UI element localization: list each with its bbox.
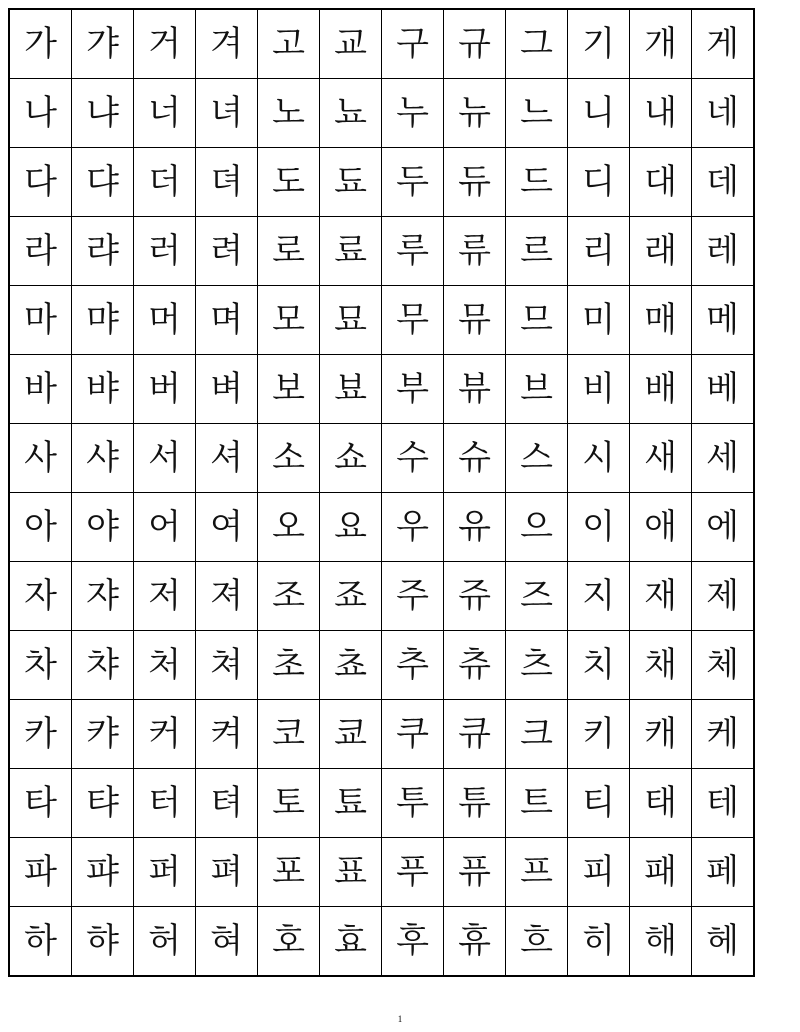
- syllable-cell: 키: [568, 700, 630, 769]
- syllable-cell: 야: [72, 493, 134, 562]
- syllable-cell: 체: [692, 631, 755, 700]
- table-row: [9, 562, 754, 631]
- syllable-cell: 채: [630, 631, 692, 700]
- syllable-cell: 쟈: [72, 562, 134, 631]
- syllable-cell: 쳐: [196, 631, 258, 700]
- syllable-cell: 가: [9, 9, 72, 79]
- syllable-cell: 피: [568, 838, 630, 907]
- syllable-cell: 해: [630, 907, 692, 977]
- syllable-cell: 뉴: [444, 79, 506, 148]
- table-row: [9, 9, 754, 79]
- syllable-cell: 며: [196, 286, 258, 355]
- hangul-syllable-table: [8, 8, 755, 977]
- table-row: [9, 838, 754, 907]
- syllable-cell: 햐: [72, 907, 134, 977]
- syllable-cell: 도: [258, 148, 320, 217]
- syllable-cell: 코: [258, 700, 320, 769]
- syllable-cell: 캐: [630, 700, 692, 769]
- syllable-cell: 차: [9, 631, 72, 700]
- syllable-cell: 라: [9, 217, 72, 286]
- syllable-cell: 허: [134, 907, 196, 977]
- syllable-cell: 퓨: [444, 838, 506, 907]
- syllable-cell: 내: [630, 79, 692, 148]
- syllable-cell: 녀: [196, 79, 258, 148]
- syllable-cell: 태: [630, 769, 692, 838]
- syllable-cell: 바: [9, 355, 72, 424]
- syllable-cell: 투: [382, 769, 444, 838]
- syllable-cell: 레: [692, 217, 755, 286]
- syllable-cell: 애: [630, 493, 692, 562]
- syllable-cell: 브: [506, 355, 568, 424]
- syllable-cell: 됴: [320, 148, 382, 217]
- syllable-cell: 푸: [382, 838, 444, 907]
- syllable-cell: 져: [196, 562, 258, 631]
- syllable-cell: 퍼: [134, 838, 196, 907]
- syllable-cell: 쥬: [444, 562, 506, 631]
- syllable-cell: 탸: [72, 769, 134, 838]
- syllable-cell: 지: [568, 562, 630, 631]
- syllable-cell: 터: [134, 769, 196, 838]
- syllable-cell: 마: [9, 286, 72, 355]
- syllable-cell: 커: [134, 700, 196, 769]
- syllable-cell: 초: [258, 631, 320, 700]
- syllable-cell: 네: [692, 79, 755, 148]
- syllable-cell: 오: [258, 493, 320, 562]
- syllable-cell: 조: [258, 562, 320, 631]
- syllable-cell: 티: [568, 769, 630, 838]
- syllable-cell: 뇨: [320, 79, 382, 148]
- syllable-cell: 펴: [196, 838, 258, 907]
- syllable-cell: 이: [568, 493, 630, 562]
- syllable-cell: 느: [506, 79, 568, 148]
- syllable-cell: 뵤: [320, 355, 382, 424]
- syllable-cell: 너: [134, 79, 196, 148]
- syllable-cell: 기: [568, 9, 630, 79]
- syllable-cell: 소: [258, 424, 320, 493]
- syllable-cell: 토: [258, 769, 320, 838]
- syllable-cell: 무: [382, 286, 444, 355]
- syllable-cell: 재: [630, 562, 692, 631]
- syllable-cell: 흐: [506, 907, 568, 977]
- syllable-cell: 보: [258, 355, 320, 424]
- table-row: [9, 493, 754, 562]
- syllable-cell: 표: [320, 838, 382, 907]
- syllable-cell: 파: [9, 838, 72, 907]
- syllable-cell: 후: [382, 907, 444, 977]
- syllable-cell: 므: [506, 286, 568, 355]
- syllable-cell: 려: [196, 217, 258, 286]
- syllable-cell: 아: [9, 493, 72, 562]
- syllable-cell: 교: [320, 9, 382, 79]
- syllable-cell: 랴: [72, 217, 134, 286]
- syllable-cell: 테: [692, 769, 755, 838]
- syllable-cell: 디: [568, 148, 630, 217]
- syllable-cell: 트: [506, 769, 568, 838]
- syllable-cell: 툐: [320, 769, 382, 838]
- syllable-cell: 효: [320, 907, 382, 977]
- syllable-cell: 에: [692, 493, 755, 562]
- table-row: [9, 424, 754, 493]
- syllable-cell: 혀: [196, 907, 258, 977]
- syllable-cell: 먀: [72, 286, 134, 355]
- syllable-cell: 페: [692, 838, 755, 907]
- syllable-cell: 시: [568, 424, 630, 493]
- syllable-cell: 퍄: [72, 838, 134, 907]
- syllable-cell: 뮤: [444, 286, 506, 355]
- table-row: [9, 217, 754, 286]
- syllable-cell: 쿄: [320, 700, 382, 769]
- syllable-cell: 챠: [72, 631, 134, 700]
- syllable-cell: 쇼: [320, 424, 382, 493]
- syllable-cell: 치: [568, 631, 630, 700]
- syllable-cell: 댜: [72, 148, 134, 217]
- syllable-cell: 죠: [320, 562, 382, 631]
- syllable-cell: 배: [630, 355, 692, 424]
- syllable-cell: 버: [134, 355, 196, 424]
- table-row: [9, 700, 754, 769]
- syllable-cell: 베: [692, 355, 755, 424]
- syllable-cell: 우: [382, 493, 444, 562]
- syllable-cell: 샤: [72, 424, 134, 493]
- syllable-cell: 츄: [444, 631, 506, 700]
- syllable-cell: 처: [134, 631, 196, 700]
- syllable-cell: 크: [506, 700, 568, 769]
- syllable-table-body: [9, 9, 754, 976]
- syllable-cell: 리: [568, 217, 630, 286]
- syllable-cell: 다: [9, 148, 72, 217]
- table-row: [9, 79, 754, 148]
- table-row: [9, 769, 754, 838]
- syllable-cell: 메: [692, 286, 755, 355]
- syllable-cell: 사: [9, 424, 72, 493]
- syllable-cell: 저: [134, 562, 196, 631]
- syllable-cell: 슈: [444, 424, 506, 493]
- table-row: [9, 907, 754, 977]
- syllable-cell: 유: [444, 493, 506, 562]
- syllable-cell: 쵸: [320, 631, 382, 700]
- table-row: [9, 631, 754, 700]
- syllable-cell: 요: [320, 493, 382, 562]
- syllable-cell: 뷰: [444, 355, 506, 424]
- syllable-cell: 셔: [196, 424, 258, 493]
- syllable-cell: 래: [630, 217, 692, 286]
- syllable-cell: 큐: [444, 700, 506, 769]
- syllable-cell: 개: [630, 9, 692, 79]
- syllable-cell: 규: [444, 9, 506, 79]
- syllable-cell: 자: [9, 562, 72, 631]
- syllable-cell: 드: [506, 148, 568, 217]
- syllable-cell: 고: [258, 9, 320, 79]
- syllable-cell: 류: [444, 217, 506, 286]
- syllable-cell: 대: [630, 148, 692, 217]
- syllable-cell: 텨: [196, 769, 258, 838]
- syllable-cell: 휴: [444, 907, 506, 977]
- syllable-cell: 포: [258, 838, 320, 907]
- syllable-cell: 히: [568, 907, 630, 977]
- syllable-cell: 노: [258, 79, 320, 148]
- syllable-cell: 데: [692, 148, 755, 217]
- syllable-cell: 구: [382, 9, 444, 79]
- syllable-cell: 튜: [444, 769, 506, 838]
- syllable-cell: 누: [382, 79, 444, 148]
- syllable-cell: 호: [258, 907, 320, 977]
- syllable-cell: 추: [382, 631, 444, 700]
- syllable-cell: 어: [134, 493, 196, 562]
- syllable-cell: 르: [506, 217, 568, 286]
- table-row: [9, 286, 754, 355]
- syllable-cell: 새: [630, 424, 692, 493]
- syllable-cell: 비: [568, 355, 630, 424]
- syllable-cell: 모: [258, 286, 320, 355]
- syllable-cell: 니: [568, 79, 630, 148]
- syllable-cell: 뱌: [72, 355, 134, 424]
- syllable-cell: 게: [692, 9, 755, 79]
- syllable-cell: 갸: [72, 9, 134, 79]
- syllable-cell: 수: [382, 424, 444, 493]
- syllable-cell: 하: [9, 907, 72, 977]
- syllable-cell: 세: [692, 424, 755, 493]
- syllable-cell: 거: [134, 9, 196, 79]
- page-number: 1: [397, 1014, 403, 1024]
- syllable-cell: 여: [196, 493, 258, 562]
- syllable-cell: 타: [9, 769, 72, 838]
- syllable-cell: 주: [382, 562, 444, 631]
- syllable-cell: 겨: [196, 9, 258, 79]
- syllable-cell: 묘: [320, 286, 382, 355]
- syllable-cell: 캬: [72, 700, 134, 769]
- syllable-cell: 듀: [444, 148, 506, 217]
- syllable-cell: 러: [134, 217, 196, 286]
- syllable-cell: 더: [134, 148, 196, 217]
- syllable-cell: 츠: [506, 631, 568, 700]
- syllable-cell: 루: [382, 217, 444, 286]
- syllable-cell: 두: [382, 148, 444, 217]
- syllable-cell: 머: [134, 286, 196, 355]
- syllable-cell: 카: [9, 700, 72, 769]
- syllable-cell: 뎌: [196, 148, 258, 217]
- table-row: [9, 355, 754, 424]
- syllable-cell: 패: [630, 838, 692, 907]
- syllable-cell: 으: [506, 493, 568, 562]
- syllable-cell: 료: [320, 217, 382, 286]
- syllable-cell: 스: [506, 424, 568, 493]
- syllable-cell: 제: [692, 562, 755, 631]
- syllable-cell: 벼: [196, 355, 258, 424]
- syllable-cell: 프: [506, 838, 568, 907]
- syllable-cell: 미: [568, 286, 630, 355]
- syllable-cell: 냐: [72, 79, 134, 148]
- syllable-cell: 헤: [692, 907, 755, 977]
- syllable-cell: 켜: [196, 700, 258, 769]
- syllable-cell: 즈: [506, 562, 568, 631]
- syllable-cell: 로: [258, 217, 320, 286]
- syllable-cell: 그: [506, 9, 568, 79]
- syllable-cell: 케: [692, 700, 755, 769]
- table-row: [9, 148, 754, 217]
- syllable-cell: 나: [9, 79, 72, 148]
- syllable-cell: 부: [382, 355, 444, 424]
- syllable-cell: 매: [630, 286, 692, 355]
- syllable-cell: 쿠: [382, 700, 444, 769]
- syllable-cell: 서: [134, 424, 196, 493]
